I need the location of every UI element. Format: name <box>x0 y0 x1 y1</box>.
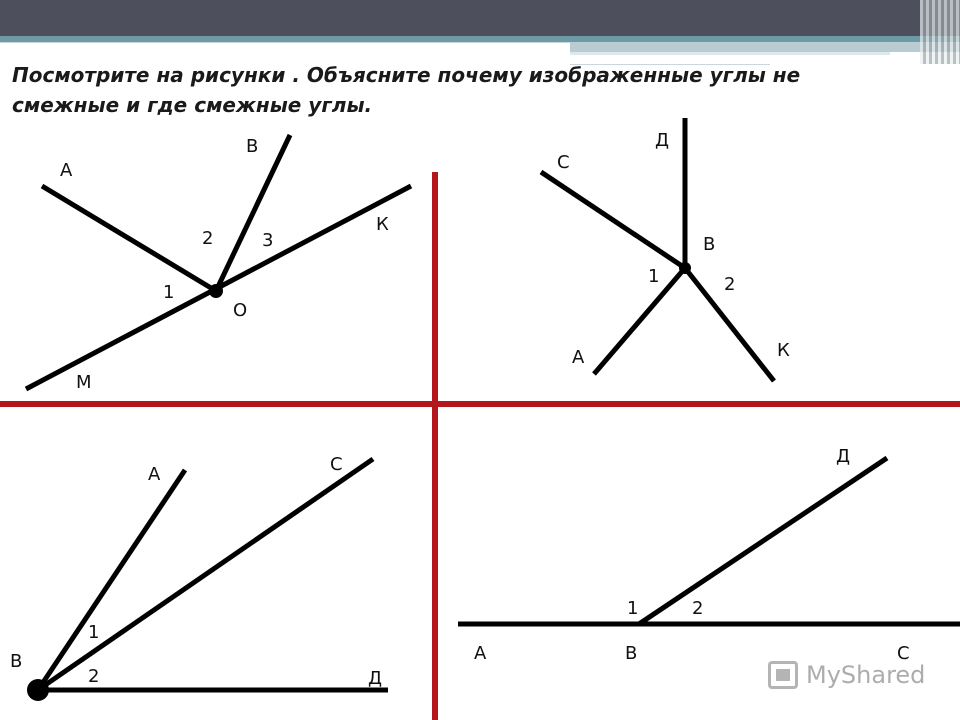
figure-top-left <box>26 135 411 389</box>
ray-BA <box>594 268 685 374</box>
angle-number-2: 2 <box>692 598 704 619</box>
label-D: Д <box>368 668 383 689</box>
angle-number-1: 1 <box>627 598 639 619</box>
label-B: В <box>10 651 23 672</box>
ray-BA <box>38 470 185 690</box>
myshared-logo-icon <box>768 661 798 689</box>
angle-number-2: 2 <box>724 274 736 295</box>
figure-bottom-left <box>38 459 388 690</box>
angle-number-1: 1 <box>163 282 175 303</box>
ray-BC <box>38 459 373 690</box>
angle-number-1: 1 <box>648 266 660 287</box>
label-B: В <box>246 136 259 157</box>
label-A: А <box>474 643 487 664</box>
label-A: А <box>572 347 585 368</box>
label-M: М <box>76 372 92 393</box>
angle-number-1: 1 <box>88 622 100 643</box>
ray-BC <box>541 172 685 268</box>
ray-BD <box>639 458 887 624</box>
label-K: К <box>777 340 790 361</box>
watermark <box>768 655 938 695</box>
label-A: А <box>60 160 73 181</box>
slide-title: Посмотрите на рисунки . Объясните почему изображенные углы не смежные и где смежные углы. <box>12 63 801 117</box>
label-B: В <box>625 643 638 664</box>
label-B: В <box>703 234 716 255</box>
point-O <box>209 284 223 298</box>
figure-bottom-right <box>458 458 960 624</box>
watermark-text: MyShared <box>806 661 926 689</box>
figure-top-right <box>541 118 774 381</box>
angle-number-2: 2 <box>88 666 100 687</box>
label-C: С <box>330 454 343 475</box>
angle-number-2: 2 <box>202 228 214 249</box>
label-K: К <box>376 214 389 235</box>
label-D: Д <box>655 130 670 151</box>
angle-number-3: 3 <box>262 230 274 251</box>
label-A: А <box>148 464 161 485</box>
point-B <box>27 679 49 701</box>
label-C: С <box>557 152 570 173</box>
ray-OA <box>42 186 216 291</box>
point-B <box>679 262 691 274</box>
label-C: С <box>897 643 910 664</box>
label-D: Д <box>836 446 851 467</box>
label-O: О <box>233 300 248 321</box>
